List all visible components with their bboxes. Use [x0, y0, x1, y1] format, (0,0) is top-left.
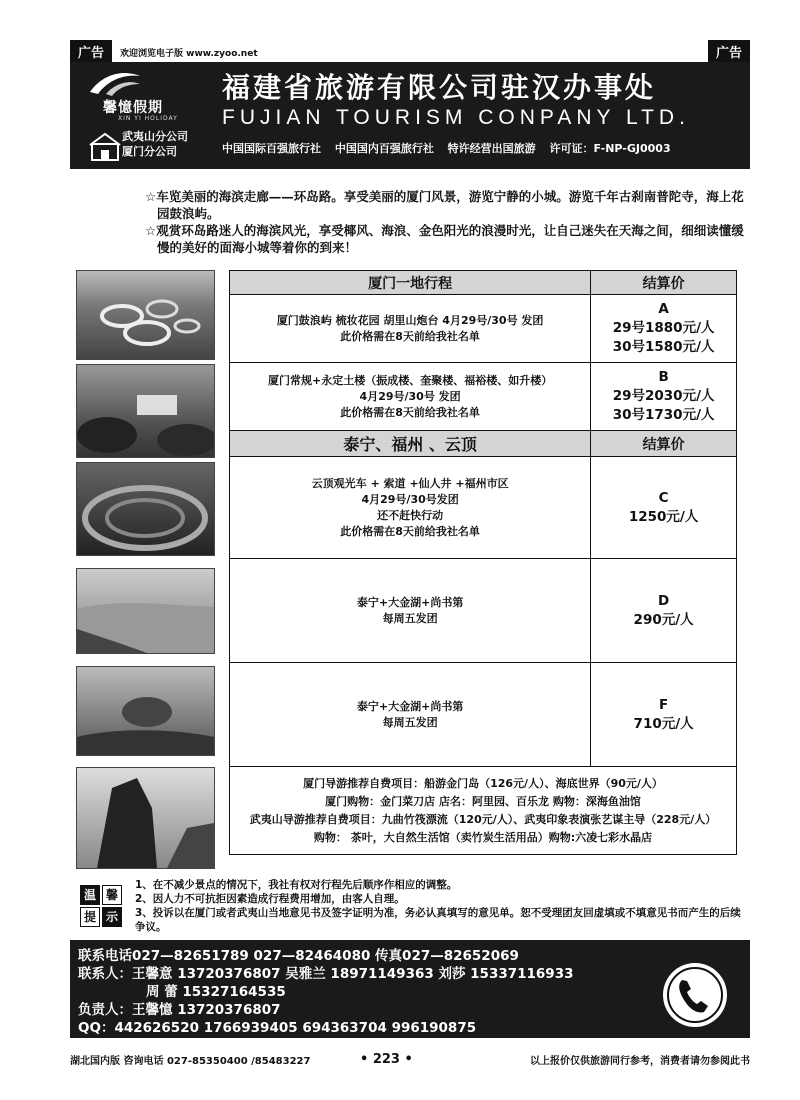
package-code: A: [658, 301, 669, 317]
contact-person-extra[interactable]: 周 蕾 15327164535: [146, 984, 286, 1000]
route-text: 4月29号/30号发团: [361, 492, 459, 506]
brand-name: 馨憶假期: [103, 100, 163, 116]
route-text: 此价格需在8天前给我社名单: [340, 329, 480, 343]
license-line: 中国国际百强旅行社 中国国内百强旅行社 特许经营出国旅游 许可证：F-NP-GJ0003: [222, 142, 671, 155]
tips-list: [135, 878, 745, 934]
route-text: 厦门鼓浪屿 梳妆花园 胡里山炮台 4月29号/30号 发团: [276, 313, 544, 327]
route-text: 还不赶快行动: [377, 508, 444, 522]
travel-building-icon: [88, 130, 122, 164]
branch-wuyishan: 武夷山分公司: [122, 130, 188, 143]
branch-xiamen: 厦门分公司: [122, 145, 177, 158]
welcome-url[interactable]: 欢迎浏览电子版 www.zyoo.net: [120, 49, 258, 59]
package-code: C: [658, 489, 669, 506]
swoosh-logo-icon: [86, 70, 142, 96]
route-text: 此价格需在8天前给我社名单: [340, 405, 480, 419]
price-value: 30号1580元/人: [612, 339, 715, 355]
price-header: 结算价: [591, 431, 737, 457]
photo-tulou-aerial: [76, 270, 215, 360]
brand-name-en: XIN YI HOLIDAY: [118, 115, 178, 122]
price-value: 29号1880元/人: [612, 320, 715, 336]
route-text: 每周五发团: [382, 611, 438, 625]
package-code: B: [658, 369, 669, 385]
contact-persons[interactable]: 联系人：王馨意 13720376807 吴雅兰 18971149363 刘莎 15337116933: [78, 966, 574, 982]
contact-phone[interactable]: 联系电话027—82651789 027—82464080 传真027—82652069: [78, 948, 519, 964]
intro-text: [145, 188, 745, 256]
price-value: 30号1730元/人: [612, 407, 715, 423]
package-code: F: [659, 696, 669, 713]
ad-label-right: 广告: [708, 40, 750, 63]
footer-right: 以上报价仅供旅游同行参考，消费者请勿参阅此书: [530, 1056, 750, 1067]
phone-icon: [660, 960, 730, 1030]
contact-qq[interactable]: QQ：442626520 1766939405 694363704 996190875: [78, 1020, 477, 1036]
extra-item: 武夷山导游推荐自费项目：九曲竹筏漂流（120元/人）、武夷印象表演张艺谋主导（228元/人）: [249, 812, 717, 826]
route-text: 泰宁+大金湖+尚书第: [356, 699, 464, 713]
section-header-xiamen: 厦门一地行程: [230, 271, 591, 295]
photo-beach: [76, 568, 215, 654]
intro-paragraph: ☆观赏环岛路迷人的海滨风光，享受椰风、海浪、金色阳光的浪漫时光，让自己迷失在天海之间，细细读懂缓慢的美好的面海小城等着你的到来！: [145, 223, 744, 255]
photo-garden: [76, 364, 215, 458]
route-text: 此价格需在8天前给我社名单: [340, 524, 480, 538]
contact-panel: [70, 940, 750, 1038]
footer-left: 湖北国内版 咨询电话 027-85350400 /85483227: [70, 1056, 311, 1067]
route-text: 4月29号/30号 发团: [359, 389, 461, 403]
photo-tulou-interior: [76, 462, 215, 556]
route-text: 云顶观光车 + 索道 +仙人井 +福州市区: [311, 476, 509, 490]
package-code: D: [658, 592, 670, 609]
tips-badge-char: 示: [102, 907, 122, 927]
tips-badge: [80, 885, 124, 929]
ad-label-left: 广告: [70, 40, 112, 63]
contact-manager[interactable]: 负责人：王馨憶 13720376807: [78, 1002, 281, 1018]
company-title-en: FUJIAN TOURISM CONPANY LTD.: [222, 106, 690, 129]
table-row: [230, 663, 737, 767]
table-row: [230, 363, 737, 431]
price-value: 290元/人: [633, 611, 694, 628]
photo-lake: [76, 666, 215, 756]
intro-paragraph: ☆车览美丽的海滨走廊——环岛路。享受美丽的厦门风景，游览宁静的小城。游览千年古刹南普陀寺，海上花园鼓浪屿。: [145, 189, 744, 221]
section-header-taining: 泰宁、福州 、云顶: [230, 431, 591, 457]
company-title: 福建省旅游有限公司驻汉办事处: [222, 71, 657, 104]
extra-item: 购物： 茶叶，大自然生活馆（卖竹炭生活用品）购物:六凌七彩水晶店: [313, 830, 653, 844]
photo-mountain: [76, 767, 215, 869]
extras-row: [230, 767, 737, 855]
tip-item: 3、投诉以在厦门或者武夷山当地意见书及签字证明为准，务必认真填写的意见单。恕不受理团友回虚填或不填意见书而产生的后续争议。: [135, 907, 741, 933]
tip-item: 1、在不减少景点的情况下，我社有权对行程先后顺序作相应的调整。: [135, 879, 458, 891]
price-value: 1250元/人: [628, 508, 699, 525]
page-number: • 223 •: [360, 1052, 413, 1067]
branch-list: [122, 129, 188, 159]
price-header: 结算价: [591, 271, 737, 295]
extra-item: 厦门导游推荐自费项目：船游金门岛（126元/人）、海底世界（90元/人）: [303, 776, 663, 790]
route-text: 每周五发团: [382, 715, 438, 729]
tips-badge-char: 温: [80, 885, 100, 905]
tips-badge-char: 馨: [102, 885, 122, 905]
table-row: [230, 295, 737, 363]
route-text: 厦门常规+永定土楼（振成楼、奎聚楼、福裕楼、如升楼）: [268, 373, 553, 387]
table-row: [230, 457, 737, 559]
price-table: [229, 270, 737, 855]
price-value: 710元/人: [633, 715, 694, 732]
table-row: [230, 559, 737, 663]
tip-item: 2、因人力不可抗拒因素造成行程费用增加，由客人自理。: [135, 893, 405, 905]
tips-badge-char: 提: [80, 907, 100, 927]
route-text: 泰宁+大金湖+尚书第: [356, 595, 464, 609]
extra-item: 厦门购物：金门菜刀店 店名：阿里园、百乐龙 购物：深海鱼油馆: [325, 794, 641, 808]
price-value: 29号2030元/人: [612, 388, 715, 404]
